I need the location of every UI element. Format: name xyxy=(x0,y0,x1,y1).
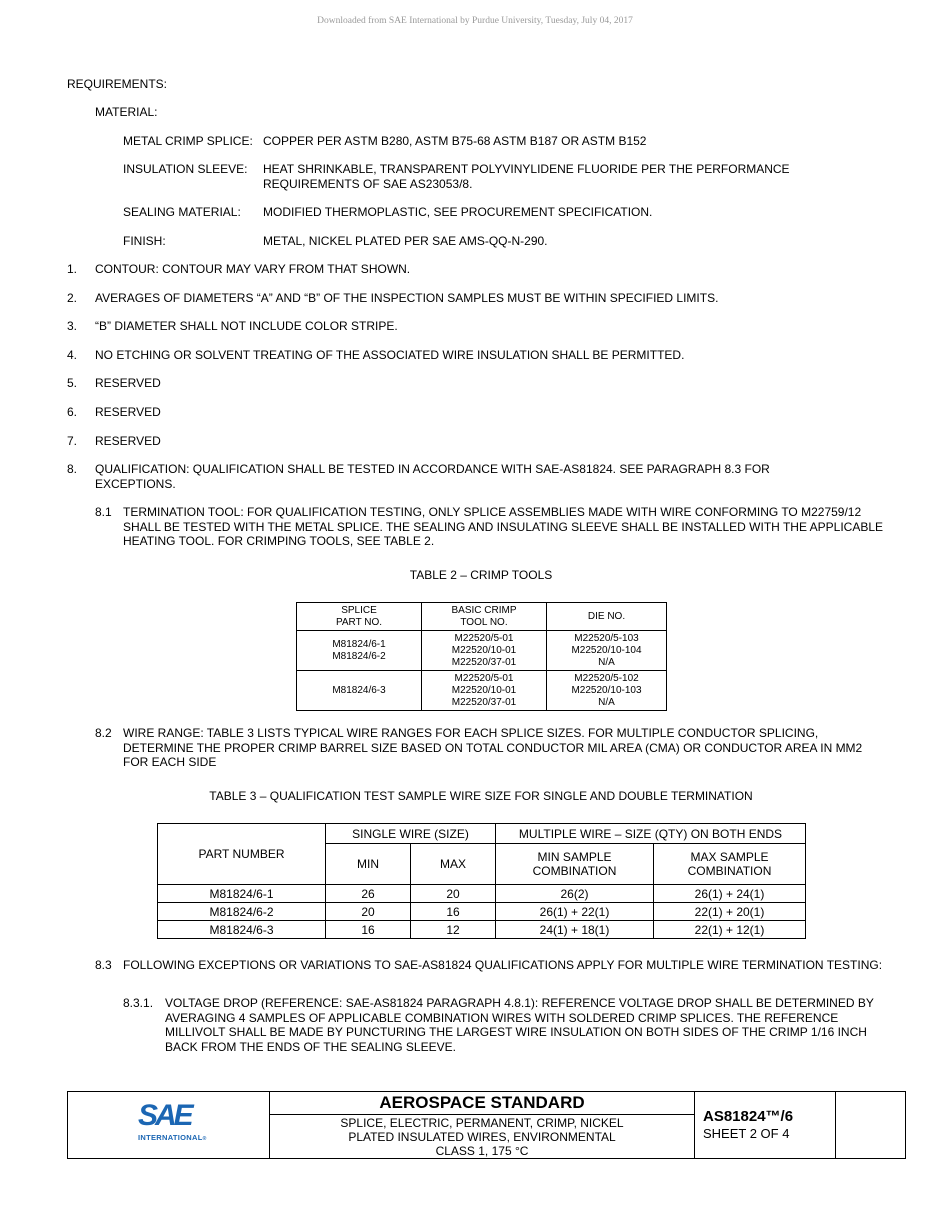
material-label: FINISH: xyxy=(123,234,166,248)
table-cell: 26(1) + 24(1) xyxy=(654,885,806,903)
table-cell: 26(2) xyxy=(496,885,654,903)
material-value: COPPER PER ASTM B280, ASTM B75-68 ASTM B187 OR ASTM B152 xyxy=(263,134,647,148)
part-number: M81824/6-3 xyxy=(332,684,386,696)
part-number: M81824/6-2 xyxy=(332,650,386,662)
note-text: RESERVED xyxy=(95,376,161,390)
table2-title: TABLE 2 – CRIMP TOOLS xyxy=(409,568,553,582)
note-number: 1. xyxy=(67,262,78,276)
table-cell: 16 xyxy=(326,921,411,939)
paragraph-number: 8.2 xyxy=(95,726,112,740)
paragraph-number: 8.3 xyxy=(95,958,112,972)
table-cell: 22(1) + 12(1) xyxy=(654,921,806,939)
table-cell xyxy=(547,631,667,671)
crimp-tools-table xyxy=(296,602,667,711)
requirements-heading: REQUIREMENTS: xyxy=(67,77,168,91)
table-header-cell xyxy=(654,844,806,885)
note-number: 8. xyxy=(67,462,78,476)
note-number: 3. xyxy=(67,319,78,333)
material-value: METAL, NICKEL PLATED PER SAE AMS-QQ-N-290. xyxy=(263,234,548,248)
table-cell xyxy=(297,671,422,711)
die-number: N/A xyxy=(598,656,615,668)
logo-sub-label: INTERNATIONAL xyxy=(138,1133,203,1142)
sae-logo xyxy=(138,1101,207,1142)
material-value: MODIFIED THERMOPLASTIC, SEE PROCUREMENT SPECIFICATION. xyxy=(263,205,653,219)
part-number: M81824/6-1 xyxy=(332,638,386,650)
document-number-cell xyxy=(695,1092,836,1158)
wire-size-table xyxy=(157,823,806,939)
table-cell xyxy=(422,631,547,671)
table-cell: 12 xyxy=(411,921,496,939)
table-row xyxy=(158,903,806,921)
note-text: CONTOUR: CONTOUR MAY VARY FROM THAT SHOWN. xyxy=(95,262,411,276)
description-line: PLATED INSULATED WIRES, ENVIRONMENTAL xyxy=(348,1130,616,1144)
table-cell: 26 xyxy=(326,885,411,903)
material-label: METAL CRIMP SPLICE: xyxy=(123,134,253,148)
die-number: M22520/5-102 xyxy=(574,672,639,684)
die-number: M22520/5-103 xyxy=(574,632,639,644)
table3-title: TABLE 3 – QUALIFICATION TEST SAMPLE WIRE SIZE FOR SINGLE AND DOUBLE TERMINATION xyxy=(209,789,753,803)
table-cell: 22(1) + 20(1) xyxy=(654,903,806,921)
table-cell xyxy=(297,631,422,671)
material-label: INSULATION SLEEVE: xyxy=(123,162,248,176)
table-cell: 20 xyxy=(411,885,496,903)
table-cell: 16 xyxy=(411,903,496,921)
table-cell xyxy=(547,671,667,711)
header-line: SPLICE xyxy=(341,604,377,616)
header-line: PART NO. xyxy=(335,616,383,628)
material-label: SEALING MATERIAL: xyxy=(123,205,241,219)
paragraph-number: 8.1 xyxy=(95,505,112,519)
paragraph-text: TERMINATION TOOL: FOR QUALIFICATION TESTING, ONLY SPLICE ASSEMBLIES MADE WITH WIRE CONFORMING TO M22759/12 SHALL BE TESTED WITH THE METAL SPLICE. THE SEALING AND INSULATING SLEEVE SHALL BE INSTALLED WITH THE APPLICABLE HEATING TOOL. FOR CRIMPING TOOLS, SEE TABLE 2. xyxy=(123,505,884,548)
tool-number: M22520/10-01 xyxy=(451,684,517,696)
table-row xyxy=(158,885,806,903)
table-cell xyxy=(422,671,547,711)
table-header-cell: MAX xyxy=(411,844,496,885)
paragraph-number: 8.3.1. xyxy=(123,996,154,1010)
tool-number: M22520/37-01 xyxy=(451,696,517,708)
header-line: MAX SAMPLE xyxy=(690,850,769,864)
die-number: M22520/10-104 xyxy=(571,644,642,656)
table-row xyxy=(297,631,667,671)
note-text: AVERAGES OF DIAMETERS “A” AND “B” OF THE INSPECTION SAMPLES MUST BE WITHIN SPECIFIED LIMITS. xyxy=(95,291,719,305)
title-block xyxy=(67,1091,906,1159)
table-header-cell: MIN xyxy=(326,844,411,885)
table-cell: 24(1) + 18(1) xyxy=(496,921,654,939)
note-number: 2. xyxy=(67,291,78,305)
material-heading: MATERIAL: xyxy=(95,105,158,119)
note-number: 6. xyxy=(67,405,78,419)
table-header-cell xyxy=(422,603,547,631)
title-cell xyxy=(270,1092,695,1158)
logo-cell xyxy=(68,1092,270,1158)
tool-number: M22520/5-01 xyxy=(454,672,514,684)
download-watermark: Downloaded from SAE International by Purdue University, Tuesday, July 04, 2017 xyxy=(317,16,633,26)
tool-number: M22520/10-01 xyxy=(451,644,517,656)
table-cell: M81824/6-2 xyxy=(158,903,326,921)
sae-logo-subtext xyxy=(138,1133,207,1142)
table-header-cell xyxy=(496,844,654,885)
document-number: AS81824™/6 xyxy=(703,1108,794,1125)
note-text: RESERVED xyxy=(95,434,161,448)
material-value-continued: REQUIREMENTS OF SAE AS23053/8. xyxy=(263,177,473,191)
sae-logo-text: SAE xyxy=(138,1099,191,1132)
table-cell: 26(1) + 22(1) xyxy=(496,903,654,921)
table-header-cell: SINGLE WIRE (SIZE) xyxy=(326,824,496,844)
note-text: RESERVED xyxy=(95,405,161,419)
table-row xyxy=(297,671,667,711)
table-header-cell: PART NUMBER xyxy=(158,824,326,885)
table-cell: M81824/6-1 xyxy=(158,885,326,903)
note-number: 4. xyxy=(67,348,78,362)
note-text: “B” DIAMETER SHALL NOT INCLUDE COLOR STRIPE. xyxy=(95,319,398,333)
table-header-cell: MULTIPLE WIRE – SIZE (QTY) ON BOTH ENDS xyxy=(496,824,806,844)
note-number: 5. xyxy=(67,376,78,390)
document-description xyxy=(270,1115,694,1158)
note-number: 7. xyxy=(67,434,78,448)
description-line: CLASS 1, 175 °C xyxy=(435,1144,529,1158)
paragraph-text: WIRE RANGE: TABLE 3 LISTS TYPICAL WIRE RANGES FOR EACH SPLICE SIZES. FOR MULTIPLE CONDUCTOR SPLICING, DETERMINE THE PROPER CRIMP BARREL SIZE BASED ON TOTAL CONDUCTOR MIL AREA (CMA) OR CONDUCTOR AREA IN MM2 FOR EACH SIDE xyxy=(123,726,863,769)
table-row xyxy=(158,921,806,939)
standard-title: AEROSPACE STANDARD xyxy=(270,1092,694,1115)
header-line: MIN SAMPLE xyxy=(537,850,612,864)
sheet-number: SHEET 2 OF 4 xyxy=(703,1126,790,1141)
header-line: COMBINATION xyxy=(687,864,772,878)
paragraph-text: FOLLOWING EXCEPTIONS OR VARIATIONS TO SAE-AS81824 QUALIFICATIONS APPLY FOR MULTIPLE WIRE TERMINATION TESTING: xyxy=(123,958,883,972)
die-number: M22520/10-103 xyxy=(571,684,642,696)
tool-number: M22520/5-01 xyxy=(454,632,514,644)
note-text: NO ETCHING OR SOLVENT TREATING OF THE ASSOCIATED WIRE INSULATION SHALL BE PERMITTED. xyxy=(95,348,685,362)
registered-mark: ® xyxy=(202,1136,207,1142)
die-number: N/A xyxy=(598,696,615,708)
tool-number: M22520/37-01 xyxy=(451,656,517,668)
table-cell: M81824/6-3 xyxy=(158,921,326,939)
header-line: TOOL NO. xyxy=(460,616,508,628)
note-text: QUALIFICATION: QUALIFICATION SHALL BE TESTED IN ACCORDANCE WITH SAE-AS81824. SEE PARAGRAPH 8.3 FOR EXCEPTIONS. xyxy=(95,462,770,491)
table-cell: 20 xyxy=(326,903,411,921)
material-value: HEAT SHRINKABLE, TRANSPARENT POLYVINYLIDENE FLUORIDE PER THE PERFORMANCE xyxy=(263,162,790,176)
paragraph-text: VOLTAGE DROP (REFERENCE: SAE-AS81824 PARAGRAPH 4.8.1): REFERENCE VOLTAGE DROP SHALL BE DETERMINED BY AVERAGING 4 SAMPLES OF APPLICABLE COMBINATION WIRES WITH SOLDERED CRIMP SPLICES. THE REFERENCE MILLIVOLT SHALL BE MADE BY PUNCTURING THE LARGEST WIRE INSULATION ON BOTH SIDES OF THE CRIMP 1/16 INCH BACK FROM THE ENDS OF THE SEALING SLEEVE. xyxy=(165,996,874,1054)
table-header-cell xyxy=(297,603,422,631)
description-line: SPLICE, ELECTRIC, PERMANENT, CRIMP, NICKEL xyxy=(340,1116,624,1130)
header-line: COMBINATION xyxy=(532,864,617,878)
table-header-cell: DIE NO. xyxy=(547,603,667,631)
header-line: BASIC CRIMP xyxy=(451,604,517,616)
blank-cell xyxy=(836,1092,905,1158)
